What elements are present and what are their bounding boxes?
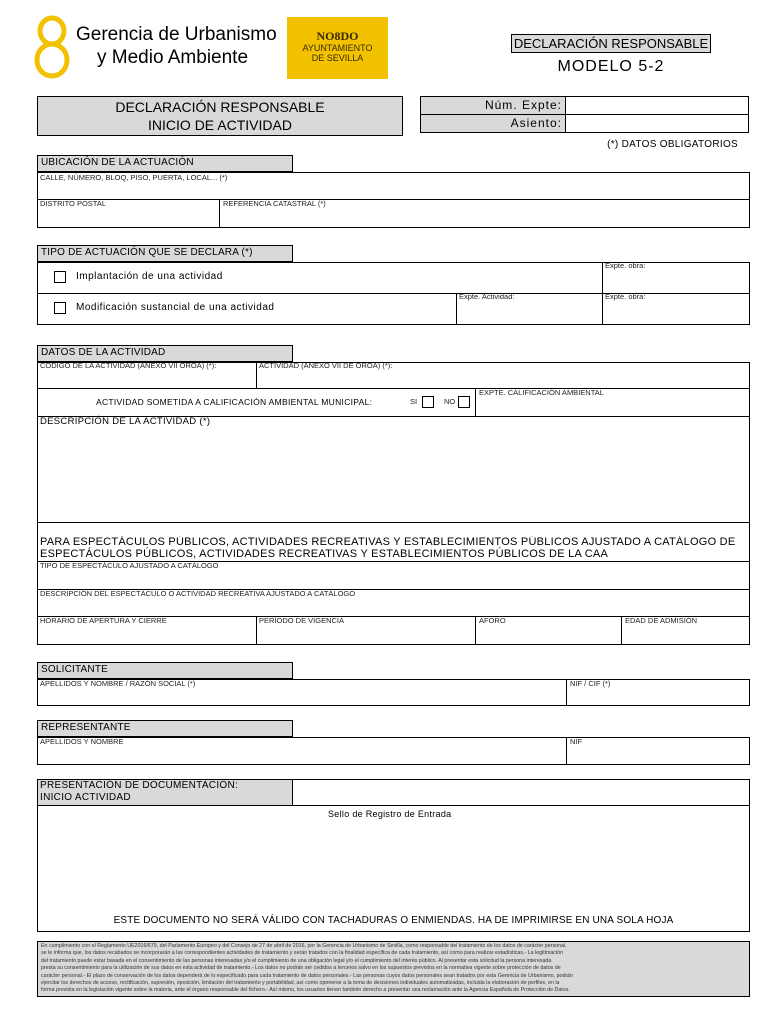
legal-line: se le informa que, los datos recabados se incorporarán a las correspondientes actividades de tratamiento y serán tratados con la finalidad específica de cada tratamiento, así como para realizar estadísticas.- La legitimación <box>41 950 564 957</box>
tipo-espectaculo-label: TIPO DE ESPECTÁCULO AJUSTADO A CATÁLOGO <box>40 561 219 570</box>
ubicacion-vdivider <box>219 199 220 228</box>
legal-line: del tratamiento puede estar basada en el consentimiento de las personas interesadas y/o el cumplimiento de una obligación legal y/o el cumplimiento del interés público. Al presentar esta solicitud la persona interesada <box>41 957 552 964</box>
solicitante-apellidos-input[interactable] <box>38 689 565 705</box>
actividad-input[interactable] <box>257 371 749 387</box>
referencia-label: REFERENCIA CATASTRAL (*) <box>223 199 326 208</box>
espectaculos-line1: PARA ESPECTÁCULOS PÚBLICOS, ACTIVIDADES RECREATIVAS Y ESTABLECIMIENTOS PÚBLICOS AJUSTADO A CATÁLOGO DE <box>40 536 736 548</box>
presentacion-line1: PRESENTACIÓN DE DOCUMENTACIÓN: <box>40 780 239 791</box>
form-title-line1: DECLARACIÓN RESPONSABLE <box>115 99 325 115</box>
representante-apellidos-input[interactable] <box>38 747 565 764</box>
espectaculos-top-line <box>37 522 750 523</box>
gerencia-logo-icon <box>33 14 71 80</box>
datos-header: DATOS DE LA ACTIVIDAD <box>37 345 293 362</box>
seal-line1: AYUNTAMIENTO <box>302 43 373 53</box>
implantacion-label: Implantación de una actividad <box>76 271 223 282</box>
codigo-input[interactable] <box>38 371 255 387</box>
representante-nif-input[interactable] <box>568 747 749 764</box>
aforo-label: AFORO <box>479 616 506 625</box>
datos-divider1 <box>37 388 750 389</box>
descripcion-espectaculo-label: DESCRIPCIÓN DEL ESPECTÁCULO O ACTIVIDAD RECREATIVA AJUSTADO A CATÁLOGO <box>40 589 356 598</box>
implantacion-checkbox[interactable] <box>54 271 66 283</box>
expte-label: Núm. Expte: <box>484 98 562 112</box>
solicitante-vdivider <box>566 679 567 706</box>
no-label: NO <box>444 397 456 406</box>
ubicacion-header: UBICACIÓN DE LA ACTUACIÓN <box>37 155 293 172</box>
modificacion-checkbox[interactable] <box>54 302 66 314</box>
tipo-espectaculo-input[interactable] <box>38 571 749 588</box>
seal-no8do-text: NO8DO <box>316 29 359 43</box>
descripcion-label: DESCRIPCIÓN DE LA ACTIVIDAD (*) <box>40 416 211 427</box>
legal-line: ejercitar los derechos de acceso, rectificación, supresión, oposición, limitación del tratamiento y portabilidad, así como oponerse a la toma de decisiones individuales automatizadas, incluida la elaboración de perfiles, en la <box>41 980 560 987</box>
representante-nif-label: NIF <box>570 737 583 746</box>
expte-actividad-input[interactable] <box>458 302 601 324</box>
sello-registro-label: Sello de Registro de Entrada <box>328 809 452 819</box>
solicitante-nif-input[interactable] <box>568 689 749 705</box>
expte-actividad-label: Expte. Actividad: <box>459 292 515 301</box>
expte-obra-input[interactable] <box>604 271 749 292</box>
si-label: SI <box>410 397 418 406</box>
datos-vdivider2 <box>475 388 476 416</box>
ubicacion-divider <box>37 199 750 200</box>
calle-label: CALLE, NÚMERO, BLOQ, PISO, PUERTA, LOCAL... (*) <box>40 173 228 182</box>
horario-input[interactable] <box>38 626 255 644</box>
asiento-field[interactable] <box>565 114 749 133</box>
expte-number-field[interactable] <box>565 96 749 115</box>
distrito-input[interactable] <box>38 209 218 227</box>
descripcion-espectaculo-input[interactable] <box>38 599 749 616</box>
solicitante-header: SOLICITANTE <box>37 662 293 679</box>
edad-label: EDAD DE ADMISIÓN <box>625 616 698 625</box>
form-title-line2: INICIO DE ACTIVIDAD <box>148 117 292 133</box>
tipo-vdivider2 <box>602 262 603 325</box>
espectaculos-line2: ESPECTÁCULOS PÚBLICOS, ACTIVIDADES RECREATIVAS Y ESTABLECIMIENTOS PÚBLICOS DE LA CAA <box>40 548 609 560</box>
org-name-line1: Gerencia de Urbanismo <box>76 24 277 45</box>
tipo-header: TIPO DE ACTUACIÓN QUE SE DECLARA (*) <box>37 245 293 262</box>
expte-obra-label: Expte. obra: <box>605 261 646 270</box>
distrito-label: DISTRITO POSTAL <box>40 199 106 208</box>
legal-line: presta su consentimiento para la utilización de sus datos en esta actividad de tratamiento.- Los datos no podrán ser cedidos a terceros salvo en los supuestos previstos en la normativa vigente sobre protección de datos de <box>41 965 561 972</box>
presentacion-line2: INICIO ACTIVIDAD <box>40 792 131 803</box>
validez-warning: ESTE DOCUMENTO NO SERÁ VÁLIDO CON TACHADURAS O ENMIENDAS. HA DE IMPRIMIRSE EN UNA SOLA HOJA <box>113 915 674 926</box>
horario-label: HORARIO DE APERTURA Y CIERRE <box>40 616 167 625</box>
actividad-label: ACTIVIDAD (ANEXO VII DE OROA) (*): <box>259 361 393 370</box>
representante-apellidos-label: APELLIDOS Y NOMBRE <box>40 737 124 746</box>
sello-registro-area[interactable] <box>38 822 749 910</box>
periodo-label: PERÍODO DE VIGENCIA <box>259 616 345 625</box>
asiento-label: Asiento: <box>510 116 562 130</box>
legal-line: carácter personal.- El plazo de conservación de los datos dependerá de lo especificado para cada tratamiento de datos personales.- Las personas cuyos datos personales sean tratados por esta Gerencia de Urbanismo, podrán <box>41 972 574 979</box>
mandatory-note: (*) DATOS OBLIGATORIOS <box>607 139 738 150</box>
legal-notice-box <box>37 941 750 997</box>
descripcion-textarea[interactable] <box>38 428 749 521</box>
solicitante-nif-label: NIF / CIF (*) <box>570 679 611 688</box>
seal-line2: DE SEVILLA <box>311 53 364 63</box>
periodo-input[interactable] <box>257 626 474 644</box>
referencia-input[interactable] <box>221 209 749 227</box>
no-checkbox[interactable] <box>458 396 470 408</box>
modificacion-label: Modificación sustancial de una actividad <box>76 302 275 313</box>
form-title-box <box>37 96 403 136</box>
ayuntamiento-seal <box>287 17 388 79</box>
calificacion-label: ACTIVIDAD SOMETIDA A CALIFICACIÓN AMBIENTAL MUNICIPAL: <box>96 397 373 407</box>
presentacion-header <box>37 779 293 806</box>
legal-line: En cumplimiento con el Reglamento UE2016/679, del Parlamento Europeo y del Consejo de 27 de abril de 2016, por la Gerencia de Urbanismo de Sevilla, como responsable del tratamiento de los datos de carácter personal, <box>41 943 567 949</box>
representante-header: REPRESENTANTE <box>37 720 293 737</box>
tipo-vdivider1 <box>456 293 457 325</box>
edad-input[interactable] <box>623 626 749 644</box>
expte-calificacion-label: EXPTE. CALIFICACIÓN AMBIENTAL <box>479 388 604 397</box>
expte-obra2-label: Expte. obra: <box>605 292 646 301</box>
expte-calificacion-input[interactable] <box>477 398 749 415</box>
org-name-line2: y Medio Ambiente <box>97 47 249 68</box>
solicitante-apellidos-label: APELLIDOS Y NOMBRE / RAZÓN SOCIAL (*) <box>40 679 196 688</box>
model-label: MODELO 5-2 <box>557 58 665 75</box>
legal-line: forma prevista en la legislación vigente sobre la materia, ante el órgano responsable del fichero.- Así mismo, los usuarios tienen también derecho a presentar una reclamación ante la Agencia Española de Protección de Datos. <box>41 987 570 994</box>
horario-vdivider2 <box>475 616 476 645</box>
presentacion-divider <box>37 805 750 806</box>
codigo-label: CÓDIGO DE LA ACTIVIDAD (ANEXO VII OROA) (*): <box>40 361 217 370</box>
aforo-input[interactable] <box>477 626 620 644</box>
representante-vdivider <box>566 737 567 765</box>
expte-obra2-input[interactable] <box>604 302 749 324</box>
calle-input[interactable] <box>38 183 749 198</box>
horario-vdivider3 <box>621 616 622 645</box>
doc-type-label: DECLARACIÓN RESPONSABLE <box>511 34 711 53</box>
si-checkbox[interactable] <box>422 396 434 408</box>
